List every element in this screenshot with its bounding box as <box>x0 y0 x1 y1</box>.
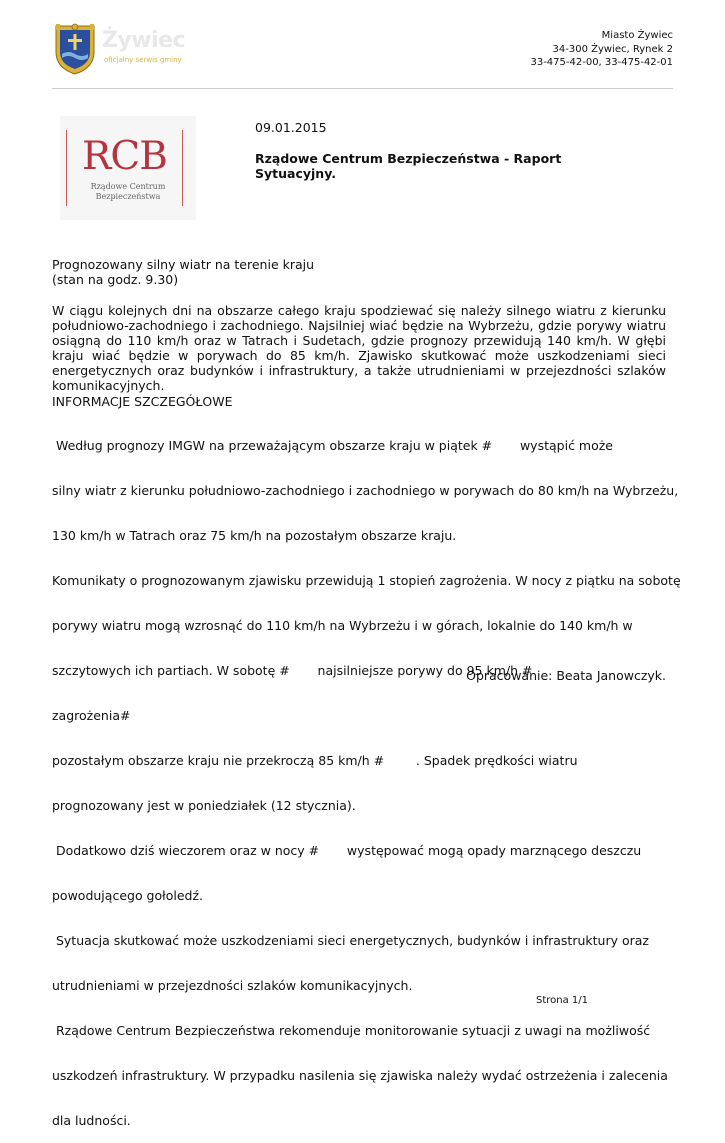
details-heading: INFORMACJE SZCZEGÓŁOWE <box>52 394 233 409</box>
city-address <box>530 29 673 70</box>
brand-subtitle: oficjalny serwis gminy <box>104 56 182 64</box>
details-line: pozostałym obszarze kraju nie przekroczą 85 km/h # . Spadek prędkości wiatru <box>52 753 578 768</box>
rcb-caption-line-1: Rządowe Centrum <box>90 182 166 191</box>
paragraph-summary: W ciągu kolejnych dni na obszarze całego kraju spodziewać się należy silnego wiatru z kierunku południowo-zachodniego i zachodniego. Najsilniej wiać będzie na Wybrzeżu, gdzie porywy wiatru osiągną do 110 km/h oraz w Tatrach i Sudetach, gdzie prognozy przewidują 140 km/h. W głębi kraju wiać będzie w porywach do 85 km/h. Zjawisko skutkować może uszkodzeniami sieci energetycznych oraz budynków i infrastruktury, a także utrudnieniami w przejezdności szlaków komunikacyjnych. <box>52 303 666 393</box>
details-line: Według prognozy IMGW na przeważającym obszarze kraju w piątek # wystąpić może <box>52 438 613 453</box>
intro-line-1: Prognozowany silny wiatr na terenie kraju <box>52 257 315 272</box>
details-line: Rządowe Centrum Bezpieczeństwa rekomenduje monitorowanie sytuacji z uwagi na możliwość <box>52 1023 651 1038</box>
rcb-caption-line-2: Bezpieczeństwa <box>95 192 161 201</box>
site-logo[interactable] <box>52 22 212 78</box>
header-divider <box>52 88 673 89</box>
details-line: porywy wiatru mogą wzrosnąć do 110 km/h na Wybrzeżu i w górach, lokalnie do 140 km/h w <box>52 618 633 633</box>
details-line: Dodatkowo dziś wieczorem oraz w nocy # występować mogą opady marznącego deszczu <box>52 843 642 858</box>
address-line-name: Miasto Żywiec <box>601 30 673 41</box>
details-line: szczytowych ich partiach. W sobotę # najsilniejsze porywy do 95 km/h # <box>52 663 549 678</box>
details-line: 130 km/h w Tatrach oraz 75 km/h na pozostałym obszarze kraju. <box>52 528 457 543</box>
details-line: Komunikaty o prognozowanym zjawisku przewidują 1 stopień zagrożenia. W nocy z piątku na sobotę <box>52 573 681 588</box>
rcb-logo-image <box>60 116 196 220</box>
details-line: utrudnieniami w przejezdności szlaków komunikacyjnych. <box>52 978 413 993</box>
page-number: Strona 1/1 <box>535 995 588 1006</box>
details-line: dla ludności. <box>52 1113 131 1128</box>
intro-line-2: (stan na godz. 9.30) <box>52 272 179 287</box>
document-date: 09.01.2015 <box>255 120 327 135</box>
details-line: uszkodzeń infrastruktury. W przypadku nasilenia się zjawiska należy wydać ostrzeżenia i zalecenia <box>52 1068 668 1083</box>
details-body <box>52 408 722 1143</box>
brand-name: Żywiec <box>102 28 186 53</box>
details-line: prognozowany jest w poniedziałek (12 stycznia). <box>52 798 356 813</box>
details-line: zagrożenia# <box>52 708 282 723</box>
document-author: Opracowanie: Beata Janowczyk. <box>466 668 666 683</box>
address-line-street: 34-300 Żywiec, Rynek 2 <box>552 43 673 55</box>
rcb-logo-caption <box>60 182 196 202</box>
intro-text <box>52 257 666 287</box>
details-line: silny wiatr z kierunku południowo-zachodniego i zachodniego w porywach do 80 km/h na Wybrzeżu, <box>52 483 679 498</box>
address-line-phone: 33-475-42-00, 33-475-42-01 <box>530 57 673 68</box>
rcb-logo-text: RCB <box>82 134 167 179</box>
details-line: Sytuacja skutkować może uszkodzeniami sieci energetycznych, budynków i infrastruktury oraz <box>52 933 649 948</box>
document-title: Rządowe Centrum Bezpieczeństwa - Raport Sytuacyjny. <box>255 151 562 181</box>
details-line: powodującego gołoledź. <box>52 888 203 903</box>
city-crest-icon <box>52 22 98 76</box>
